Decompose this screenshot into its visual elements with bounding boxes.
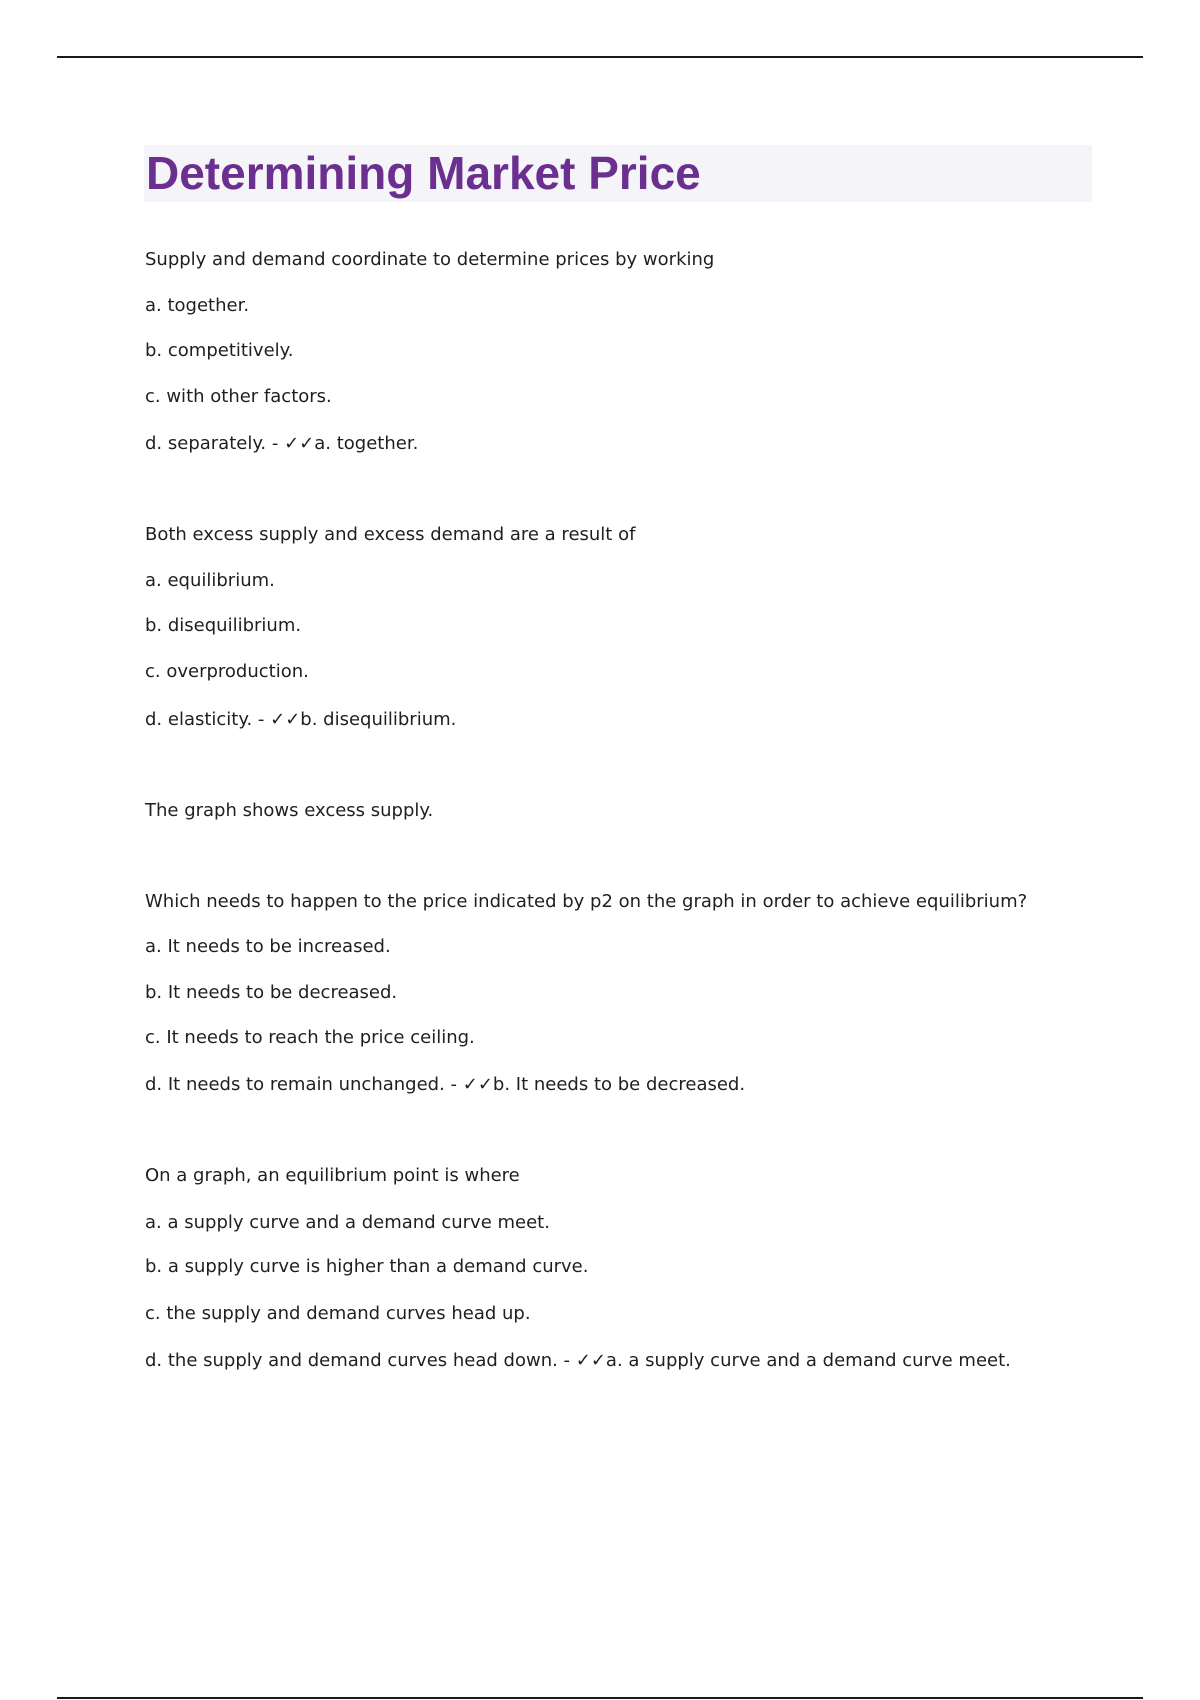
question-2-prompt: Both excess supply and excess demand are a result of: [145, 524, 636, 545]
question-4-option-a: a. a supply curve and a demand curve meet.: [145, 1212, 550, 1233]
question-1-option-d-answer: d. separately. - ✓✓a. together.: [145, 433, 419, 454]
question-4-option-d-answer: d. the supply and demand curves head down. - ✓✓a. a supply curve and a demand curve meet.: [145, 1350, 1011, 1371]
question-3-option-b: b. It needs to be decreased.: [145, 982, 398, 1003]
question-4-option-b: b. a supply curve is higher than a demand curve.: [145, 1256, 589, 1277]
top-rule: [57, 56, 1143, 58]
page-title: Determining Market Price: [146, 147, 701, 199]
question-3-option-d-answer: d. It needs to remain unchanged. - ✓✓b. It needs to be decreased.: [145, 1074, 746, 1095]
question-3-option-a: a. It needs to be increased.: [145, 936, 391, 957]
question-2-option-a: a. equilibrium.: [145, 570, 275, 591]
question-3-prompt: Which needs to happen to the price indicated by p2 on the graph in order to achieve equilibrium?: [145, 891, 1028, 912]
question-2-option-b: b. disequilibrium.: [145, 615, 302, 636]
question-1-option-b: b. competitively.: [145, 340, 294, 361]
question-1-option-c: c. with other factors.: [145, 386, 332, 407]
bottom-rule: [57, 1697, 1143, 1699]
question-4-option-c: c. the supply and demand curves head up.: [145, 1303, 531, 1324]
question-3-note: The graph shows excess supply.: [145, 800, 434, 821]
question-2-option-c: c. overproduction.: [145, 661, 309, 682]
question-1-option-a: a. together.: [145, 295, 250, 316]
question-2-option-d-answer: d. elasticity. - ✓✓b. disequilibrium.: [145, 709, 457, 730]
question-4-prompt: On a graph, an equilibrium point is where: [145, 1165, 520, 1186]
question-1-prompt: Supply and demand coordinate to determine prices by working: [145, 249, 715, 270]
question-3-option-c: c. It needs to reach the price ceiling.: [145, 1027, 475, 1048]
